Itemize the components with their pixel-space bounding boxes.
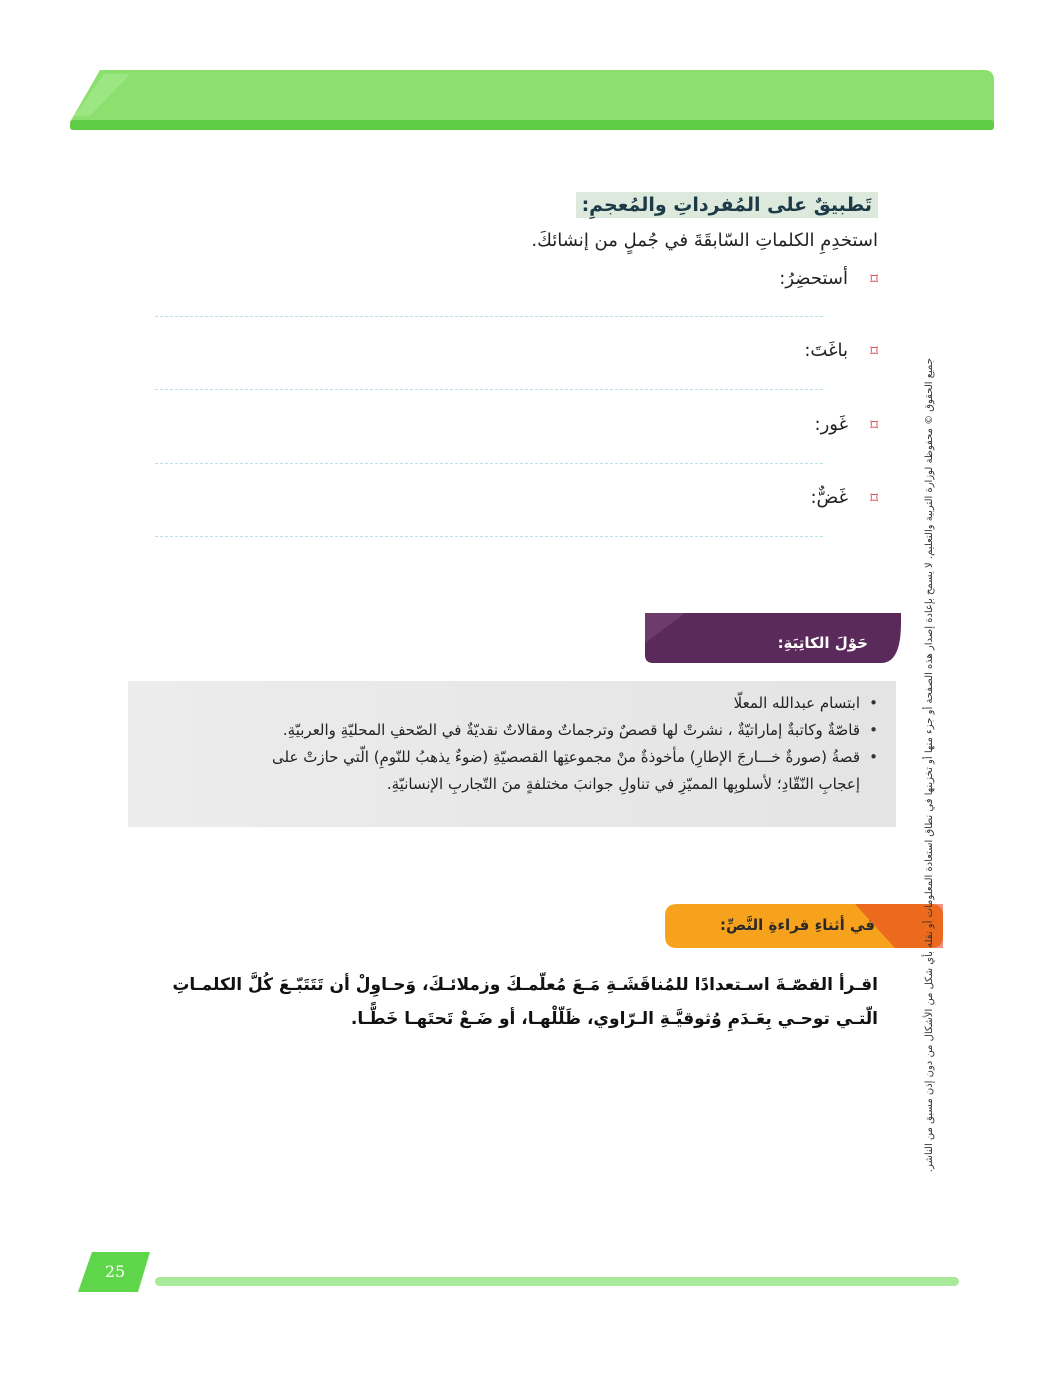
vocab-word: باغَتَ: bbox=[804, 340, 848, 361]
page-number: 25 bbox=[104, 1262, 126, 1281]
about-writer-list bbox=[258, 690, 878, 798]
star-bullet-icon: ⌑ bbox=[870, 270, 878, 288]
vocab-word: غَور: bbox=[814, 414, 848, 435]
vocab-item-3 bbox=[814, 414, 878, 435]
about-writer-label: حَوْلَ الكاتِبَةِ: bbox=[777, 634, 868, 652]
vocab-word: أستحضِرُ: bbox=[779, 268, 848, 289]
list-item: • قصةُ (صورةٌ خـــارجَ الإطارِ) مأخوذةٌ منْ مجموعتِها القصصيّةِ (ضوءٌ يذهبُ للنّومِ) الّتي حازتْ على إعجابِ النّقّادِ؛ لأسلوبِها المميّزِ في تناولِ جوانبَ مختلفةٍ منَ التّجاربِ الإنسانيّةِ. bbox=[258, 744, 878, 798]
vocab-item-2 bbox=[804, 340, 878, 361]
vocab-item-1 bbox=[779, 268, 878, 289]
copyright-note: جميع الحقوق © محفوظة لوزارة التربية والتعليم. لا يسمح بإعادة إصدار هذه الصفحة أو جزء منها أو تخزينها في نطاق استعادة المعلومات أو نقله بأي شكل من الأشكال من دون إذن مسبق من الناشر. bbox=[924, 358, 935, 1173]
while-reading-label: في أثناءِ قراءةِ النَّصِّ: bbox=[719, 916, 875, 934]
reading-instruction: اقـرأ القصّـةَ اسـتعدادًا للمُناقَشَـةِ مَـعَ مُعلّمـكَ وزملائـكَ، وَحـاوِلْ أن تَتَتَبّـعَ كُلَّ الكلمـاتِ الّتـي توحـي بِعَـدَمِ وُثوقيَّـةِ الـرّاوي، ظَلّلْهـا، أو ضَـعْ تَحتَهـا خَطًّـا. bbox=[172, 975, 878, 1029]
answer-line-3[interactable] bbox=[155, 463, 823, 464]
footer-line bbox=[155, 1277, 959, 1286]
star-bullet-icon: ⌑ bbox=[870, 342, 878, 360]
vocab-section-title: تَطبيقٌ على المُفرداتِ والمُعجمِ: bbox=[576, 192, 878, 218]
star-bullet-icon: ⌑ bbox=[870, 416, 878, 434]
answer-line-2[interactable] bbox=[155, 389, 823, 390]
vocab-word: غَضٌّ: bbox=[810, 487, 848, 508]
list-item: • ابتسام عبدالله المعلّا bbox=[258, 690, 878, 717]
answer-line-4[interactable] bbox=[155, 536, 823, 537]
vocab-item-4 bbox=[810, 487, 878, 508]
list-item: • قاصّةٌ وكاتبةٌ إماراتيّةٌ ، نشرتْ لها قصصٌ وترجماتٌ ومقالاتٌ نقديّةٌ في الصّحفِ المحليّةِ والعربيّةِ. bbox=[258, 717, 878, 744]
star-bullet-icon: ⌑ bbox=[870, 489, 878, 507]
top-banner bbox=[70, 70, 994, 130]
vocab-instruction: استخدِمِ الكلماتِ السّابقَةَ في جُملٍ من إنشائكَ. bbox=[531, 230, 878, 251]
answer-line-1[interactable] bbox=[155, 316, 823, 317]
